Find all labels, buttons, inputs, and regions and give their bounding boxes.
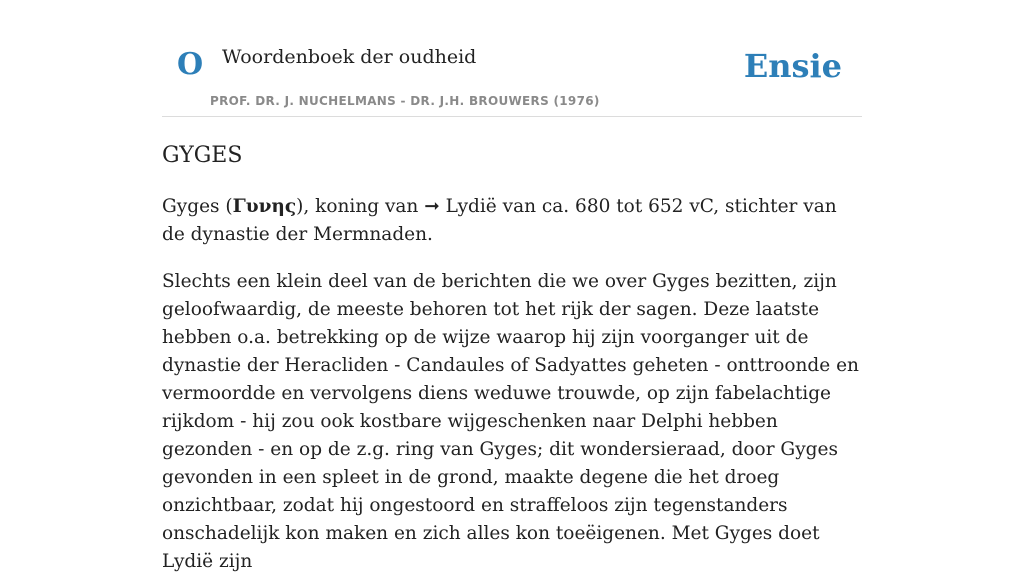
para1-text-start: Gyges ( [162,196,233,218]
entry-title: GYGES [162,143,243,168]
header [162,0,862,117]
ensie-logo[interactable]: Ensie [743,47,842,85]
dictionary-logo[interactable]: O [177,47,204,82]
para1-text-mid: ), koning van [296,196,425,218]
dictionary-title[interactable]: Woordenboek der oudheid [222,46,477,68]
dictionary-authors: PROF. DR. J. NUCHELMANS - DR. J.H. BROUWERS (1976) [210,94,600,108]
greek-name: Γυνης [232,196,297,218]
link-lydie[interactable]: Lydië van ca. 680 tot 652 vC, stichter van de dynastie der Mermnaden. [162,196,837,246]
entry-paragraph-2: Slechts een klein deel van de berichten die we over Gyges bezitten, zijn geloofwaardig, de meeste behoren tot het rijk der sagen. Deze laatste hebben o.a. betrekking op de wijze waarop hij zijn voorganger uit de dynastie der Heracliden - Candaules of Sadyattes geheten - onttroonde en vermoordde en vervolgens diens weduwe trouwde, op zijn fabelachtige rijkdom - hij zou ook kostbare wijgeschenken naar Delphi hebben gezonden - en op de z.g. ring van Gyges; dit wondersieraad, door Gyges gevonden in een spleet in de grond, maakte degene die het droeg onzichtbaar, zodat hij ongestoord en straffeloos zijn tegenstanders onschadelijk kon maken en zich alles kon toeëigenen. Met Gyges doet Lydië zijn [162,271,859,573]
cross-reference-arrow-icon: ➞ [424,196,440,218]
entry-paragraph-1 [162,193,862,249]
page [162,0,862,576]
